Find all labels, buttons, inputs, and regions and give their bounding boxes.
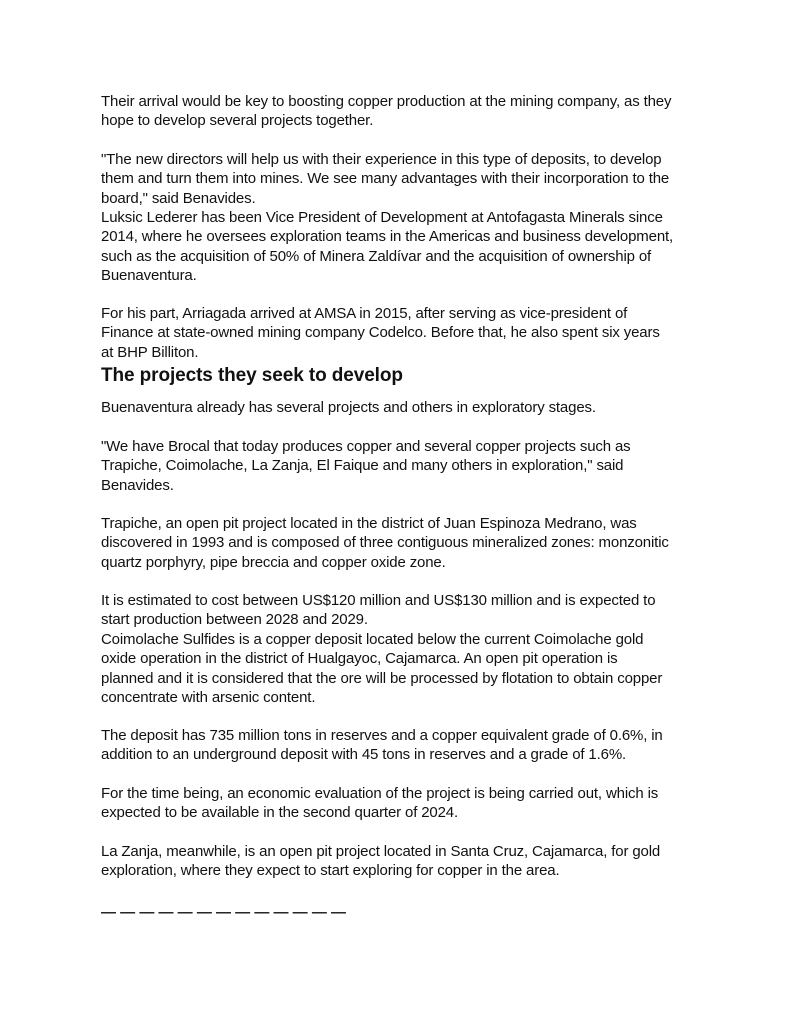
text-line: La Zanja, meanwhile, is an open pit project located in Santa Cruz, Cajamarca, for gold bbox=[101, 843, 661, 860]
text-line: "The new directors will help us with their experience in this type of deposits, to develop bbox=[101, 151, 662, 168]
text-line: For the time being, an economic evaluation of the project is being carried out, which is bbox=[101, 785, 659, 802]
section-heading: The projects they seek to develop bbox=[101, 365, 403, 386]
text-line: concentrate with arsenic content. bbox=[101, 689, 316, 707]
paragraph bbox=[101, 437, 631, 495]
text-line: discovered in 1993 and is composed of three contiguous mineralized zones: monzonitic bbox=[101, 534, 669, 552]
text-line: Luksic Lederer has been Vice President of Development at Antofagasta Minerals since bbox=[101, 209, 663, 226]
paragraph bbox=[101, 150, 669, 208]
paragraph bbox=[101, 726, 663, 765]
text-line: The deposit has 735 million tons in reserves and a copper equivalent grade of 0.6%, in bbox=[101, 727, 663, 744]
text-line: at BHP Billiton. bbox=[101, 343, 199, 361]
text-line: hope to develop several projects together. bbox=[101, 112, 374, 130]
paragraph bbox=[101, 784, 658, 823]
text-line: "We have Brocal that today produces copper and several copper projects such as bbox=[101, 438, 631, 455]
text-line: 2014, where he oversees exploration teams in the Americas and business development, bbox=[101, 228, 674, 246]
text-line: start production between 2028 and 2029. bbox=[101, 611, 368, 629]
text-line: addition to an underground deposit with 45 tons in reserves and a grade of 1.6%. bbox=[101, 746, 627, 764]
paragraph bbox=[101, 514, 669, 572]
text-line: Buenaventura. bbox=[101, 267, 197, 285]
text-line: planned and it is considered that the ore will be processed by flotation to obtain copper bbox=[101, 669, 663, 687]
paragraph bbox=[101, 630, 662, 708]
dash-separator: — — — — — — — — — — — — — bbox=[101, 904, 347, 921]
text-line: Trapiche, an open pit project located in the district of Juan Espinoza Medrano, was bbox=[101, 515, 637, 532]
text-line: For his part, Arriagada arrived at AMSA in 2015, after serving as vice-president of bbox=[101, 305, 628, 322]
text-line: them and turn them into mines. We see many advantages with their incorporation to the bbox=[101, 170, 670, 188]
text-line: board," said Benavides. bbox=[101, 189, 256, 207]
paragraph bbox=[101, 398, 596, 417]
text-line: Coimolache Sulfides is a copper deposit located below the current Coimolache gold bbox=[101, 631, 644, 648]
text-line: quartz porphyry, pipe breccia and copper oxide zone. bbox=[101, 553, 446, 571]
paragraph bbox=[101, 591, 655, 630]
text-line: oxide operation in the district of Hualgayoc, Cajamarca. An open pit operation is bbox=[101, 650, 618, 668]
text-line: Buenaventura already has several projects and others in exploratory stages. bbox=[101, 399, 596, 416]
text-line: It is estimated to cost between US$120 million and US$130 million and is expected to bbox=[101, 592, 656, 609]
text-line: such as the acquisition of 50% of Minera Zaldívar and the acquisition of ownership of bbox=[101, 247, 652, 265]
text-line: expected to be available in the second quarter of 2024. bbox=[101, 804, 459, 822]
text-line: Their arrival would be key to boosting copper production at the mining company, as they bbox=[101, 93, 672, 110]
text-line: Trapiche, Coimolache, La Zanja, El Faique and many others in exploration," said bbox=[101, 457, 624, 475]
paragraph bbox=[101, 304, 660, 362]
paragraph bbox=[101, 92, 671, 131]
paragraph bbox=[101, 208, 673, 286]
text-line: Finance at state-owned mining company Codelco. Before that, he also spent six years bbox=[101, 324, 660, 342]
text-line: exploration, where they expect to start exploring for copper in the area. bbox=[101, 862, 560, 880]
text-line: Benavides. bbox=[101, 476, 174, 494]
paragraph bbox=[101, 842, 660, 881]
